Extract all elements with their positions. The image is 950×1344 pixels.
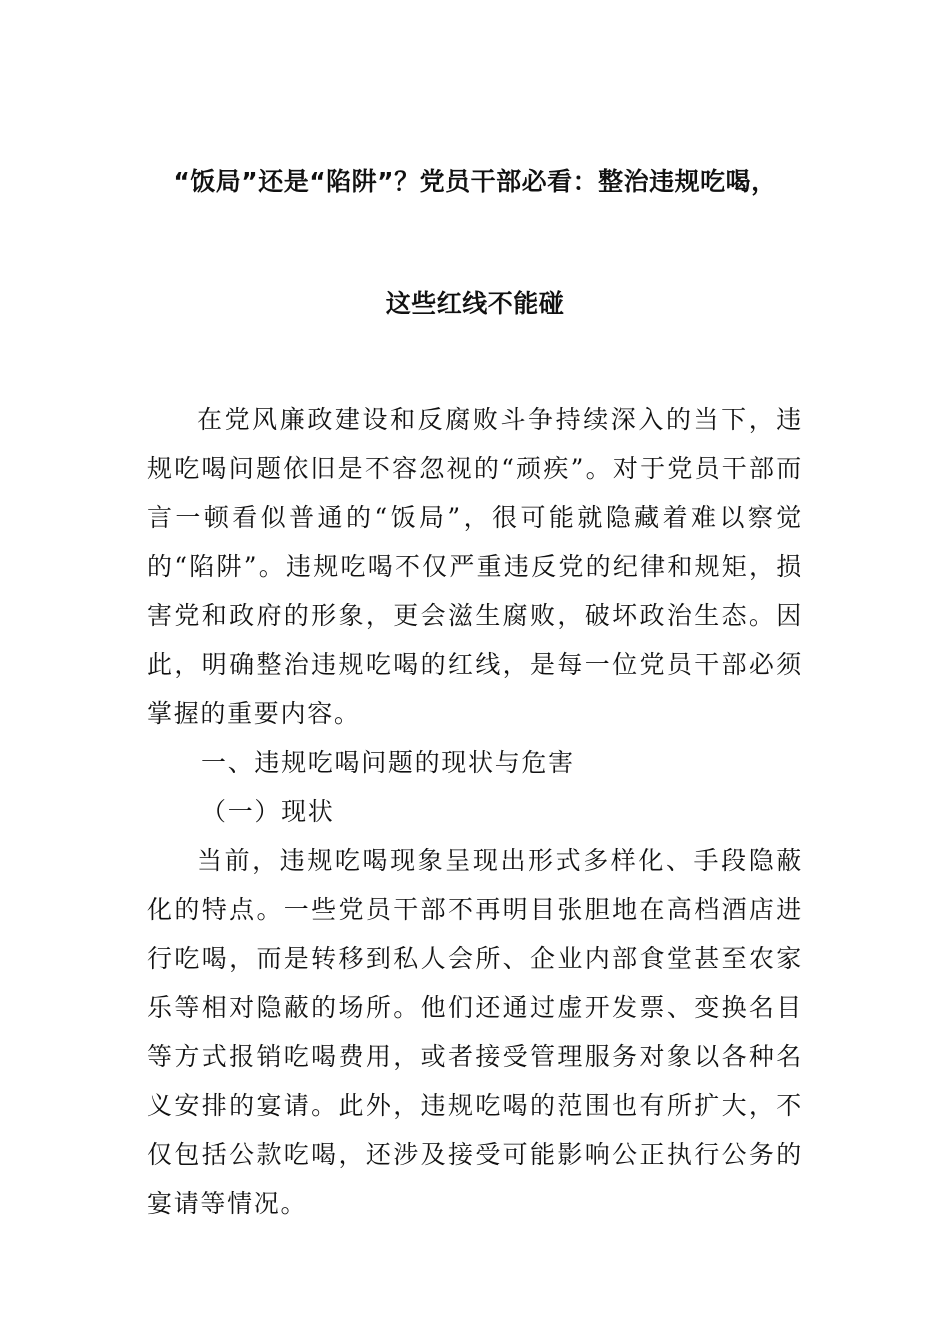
section-heading: 一、违规吃喝问题的现状与危害 [201,748,575,777]
document-body [147,395,803,1228]
intro-paragraph: 在党风廉政建设和反腐败斗争持续深入的当下，违规吃喝问题依旧是不容忽视的“顽疾”。对于党员干部而言一顿看似普通的“饭局”，很可能就隐藏着难以察觉的“陷阱”。违规吃喝不仅严重违反党的纪律和规矩，损害党和政府的形象，更会滋生腐败，破坏政治生态。因此，明确整治违规吃喝的红线，是每一位党员干部必须掌握的重要内容。 [147,405,803,728]
document-title-line-2: 这些红线不能碰 [385,289,565,318]
document-title-line-1: “饭局”还是“陷阱”？党员干部必看：整治违规吃喝， [173,167,777,196]
subsection-heading: （一）现状 [201,797,335,826]
section-paragraph: 当前，违规吃喝现象呈现出形式多样化、手段隐蔽化的特点。一些党员干部不再明目张胆地在高档酒店进行吃喝，而是转移到私人会所、企业内部食堂甚至农家乐等相对隐蔽的场所。他们还通过虚开发票、变换名目等方式报销吃喝费用，或者接受管理服务对象以各种名义安排的宴请。此外，违规吃喝的范围也有所扩大，不仅包括公款吃喝，还涉及接受可能影响公正执行公务的宴请等情况。 [147,846,803,1218]
